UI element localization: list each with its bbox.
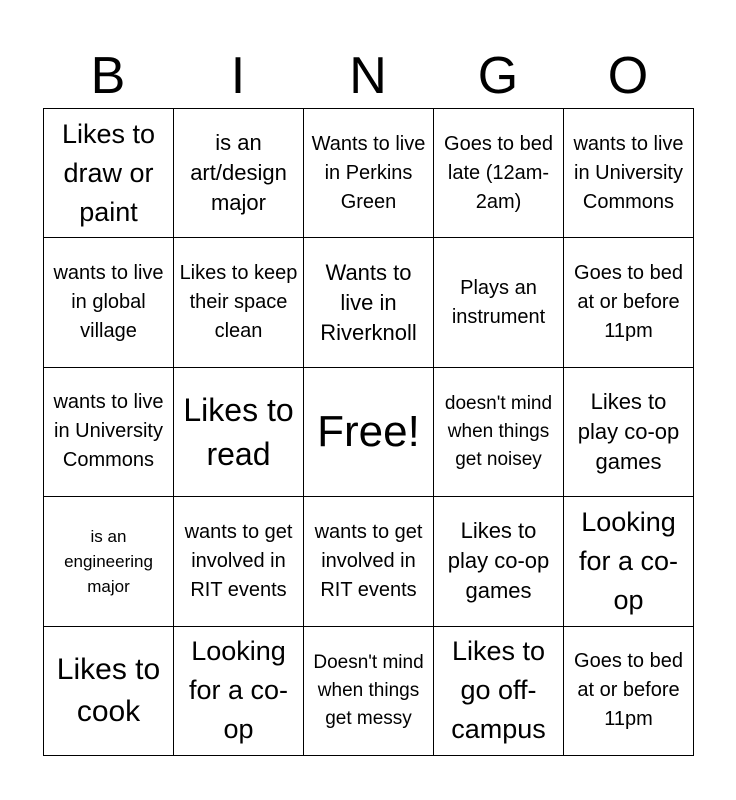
board-row — [44, 626, 694, 755]
bingo-cell: is an art/design major — [174, 109, 304, 238]
bingo-cell: Likes to keep their space clean — [174, 238, 304, 367]
bingo-cell: Goes to bed at or before 11pm — [564, 626, 694, 755]
bingo-cell: Likes to play co-op games — [564, 367, 694, 496]
bingo-cell: Likes to cook — [44, 626, 174, 755]
bingo-cell: Plays an instrument — [434, 238, 564, 367]
header-letter-i: I — [230, 47, 246, 105]
bingo-cell: wants to live in University Commons — [564, 109, 694, 238]
bingo-cell: wants to live in global village — [44, 238, 174, 367]
bingo-board — [43, 108, 694, 756]
board-row — [44, 367, 694, 496]
free-space: Free! — [304, 367, 434, 496]
header-letter-b: B — [90, 47, 126, 105]
header-letter-g: G — [477, 47, 519, 105]
board-row — [44, 109, 694, 238]
bingo-cell: Likes to draw or paint — [44, 109, 174, 238]
bingo-cell: doesn't mind when things get noisey — [434, 367, 564, 496]
bingo-cell: Wants to live in Perkins Green — [304, 109, 434, 238]
bingo-cell: Looking for a co-op — [564, 497, 694, 626]
bingo-cell: Looking for a co-op — [174, 626, 304, 755]
bingo-header — [43, 44, 693, 108]
header-letter-o: O — [607, 47, 649, 105]
bingo-cell: Doesn't mind when things get messy — [304, 626, 434, 755]
bingo-cell: Goes to bed late (12am-2am) — [434, 109, 564, 238]
header-letter-n: N — [349, 47, 387, 105]
bingo-cell: wants to live in University Commons — [44, 367, 174, 496]
bingo-cell: Likes to read — [174, 367, 304, 496]
bingo-cell: Wants to live in Riverknoll — [304, 238, 434, 367]
bingo-cell: Likes to play co-op games — [434, 497, 564, 626]
bingo-cell: Goes to bed at or before 11pm — [564, 238, 694, 367]
bingo-cell: wants to get involved in RIT events — [304, 497, 434, 626]
bingo-cell: Likes to go off-campus — [434, 626, 564, 755]
board-row — [44, 238, 694, 367]
bingo-cell: is an engineering major — [44, 497, 174, 626]
board-row — [44, 497, 694, 626]
bingo-cell: wants to get involved in RIT events — [174, 497, 304, 626]
